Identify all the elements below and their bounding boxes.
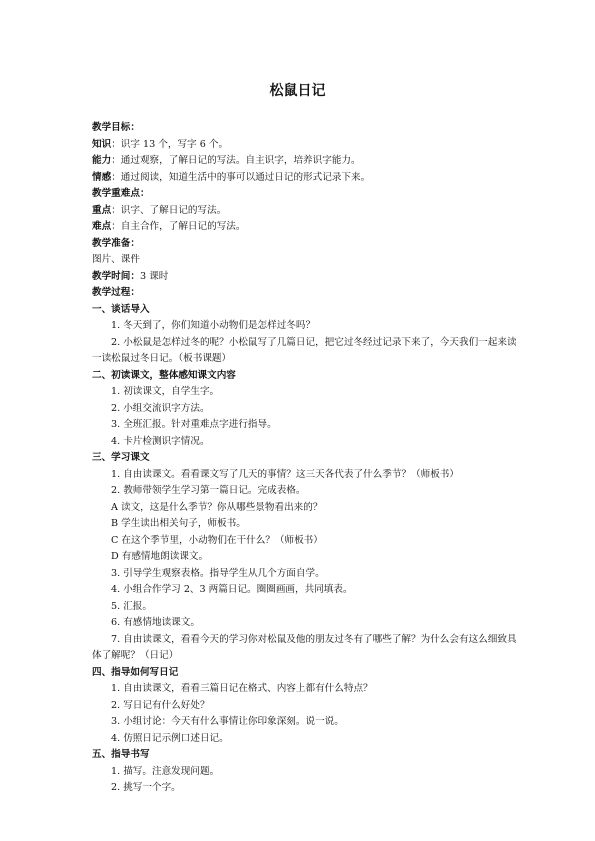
process-heading: 教学过程： bbox=[92, 287, 140, 298]
section-heading: 三、学习课文 bbox=[92, 452, 150, 463]
key-point bbox=[92, 203, 522, 220]
list-item: 3. 引导学生观察表格。指导学生从几个方面自学。 bbox=[111, 567, 325, 579]
goal-knowledge-label: 知识 bbox=[92, 138, 112, 150]
teaching-time-text: 3 课时 bbox=[139, 270, 169, 282]
goal-emotion-label: 情感 bbox=[92, 171, 112, 183]
key-point-label: 重点 bbox=[92, 204, 112, 216]
key-points-heading: 教学重难点： bbox=[92, 188, 150, 199]
key-point-text: ：识字、了解日记的写法。 bbox=[111, 204, 227, 216]
list-item: 1. 自由读课文。看看课文写了几天的事情？这三天各代表了什么季节？（师板书） bbox=[111, 468, 459, 480]
prep-text: 图片、课件 bbox=[92, 254, 140, 265]
section-heading: 四、指导如何写日记 bbox=[92, 666, 179, 678]
goal-emotion bbox=[92, 170, 522, 187]
goal-ability-label: 能力 bbox=[92, 155, 112, 166]
goal-emotion-text: ：通过阅读，知道生活中的事可以通过日记的形式记录下来。 bbox=[111, 171, 371, 183]
goal-knowledge bbox=[92, 137, 522, 154]
list-item: 2. 写日记有什么好处？ bbox=[111, 699, 210, 711]
difficult-point-text: ：自主合作，了解日记的写法。 bbox=[111, 221, 246, 232]
teaching-time-label: 教学时间： bbox=[92, 270, 140, 282]
list-item: A 读文，这是什么季节？你从哪些景物看出来的？ bbox=[111, 501, 323, 513]
list-item: 1. 自由读课文，看看三篇日记在格式、内容上都有什么特点？ bbox=[111, 683, 373, 694]
list-item: 2. 小松鼠是怎样过冬的呢？小松鼠写了几篇日记，把它过冬经过记录下来了，今天我们一起来读一读松鼠过冬日记。（板书课题） bbox=[92, 336, 517, 364]
list-item: 5. 汇报。 bbox=[111, 600, 152, 612]
list-item: 7. 自由读课文，看看今天的学习你对松鼠及他的朋友过冬有了哪些了解？为什么会有这么细致具体了解呢？（日记） bbox=[92, 633, 517, 661]
goal-knowledge-text: ：识字 13 个，写字 6 个。 bbox=[111, 138, 229, 150]
list-item: 1. 初读课文，自学生字。 bbox=[111, 386, 220, 397]
section-heading: 一、谈话导入 bbox=[92, 303, 150, 315]
difficult-point bbox=[92, 219, 522, 236]
goal-ability bbox=[92, 153, 522, 170]
list-item: 2. 教师带领学生学习第一篇日记。完成表格。 bbox=[111, 485, 306, 496]
document-body bbox=[92, 120, 522, 797]
list-item: 2. 挑写一个字。 bbox=[111, 782, 181, 793]
list-item: 1. 冬天到了，你们知道小动物们是怎样过冬吗？ bbox=[111, 320, 316, 331]
list-item: 6. 有感情地读课文。 bbox=[111, 617, 200, 628]
list-item: 1. 描写。注意发现问题。 bbox=[111, 765, 220, 777]
prep-heading: 教学准备： bbox=[92, 237, 140, 249]
teaching-time bbox=[92, 269, 522, 286]
goals-heading: 教学目标： bbox=[92, 122, 140, 133]
list-item: 4. 小组合作学习 2、3 两篇日记。圈圈画画，共同填表。 bbox=[111, 584, 353, 595]
page-title: 松鼠日记 bbox=[269, 83, 326, 99]
list-item: 3. 小组讨论：今天有什么事情让你印象深刻。说一说。 bbox=[111, 716, 344, 727]
list-item: 4. 仿照日记示例口述日记。 bbox=[111, 732, 229, 744]
list-item: D 有感情地朗读课文。 bbox=[111, 551, 209, 562]
list-item: B 学生读出相关句子，师板书。 bbox=[111, 518, 246, 529]
difficult-point-label: 难点 bbox=[92, 221, 112, 232]
list-item: 3. 全班汇报。针对重难点字进行指导。 bbox=[111, 419, 277, 430]
list-item: 2. 小组交流识字方法。 bbox=[111, 402, 210, 414]
process-sections bbox=[92, 302, 522, 797]
list-item: 4. 卡片检测识字情况。 bbox=[111, 435, 210, 447]
goal-ability-text: ：通过观察，了解日记的写法。自主识字，培养识字能力。 bbox=[111, 155, 361, 166]
section-heading: 二、初读课文，整体感知课文内容 bbox=[92, 369, 236, 381]
section-heading: 五、指导书写 bbox=[92, 749, 150, 760]
list-item: C 在这个季节里，小动物们在干什么？（师板书） bbox=[111, 534, 323, 546]
